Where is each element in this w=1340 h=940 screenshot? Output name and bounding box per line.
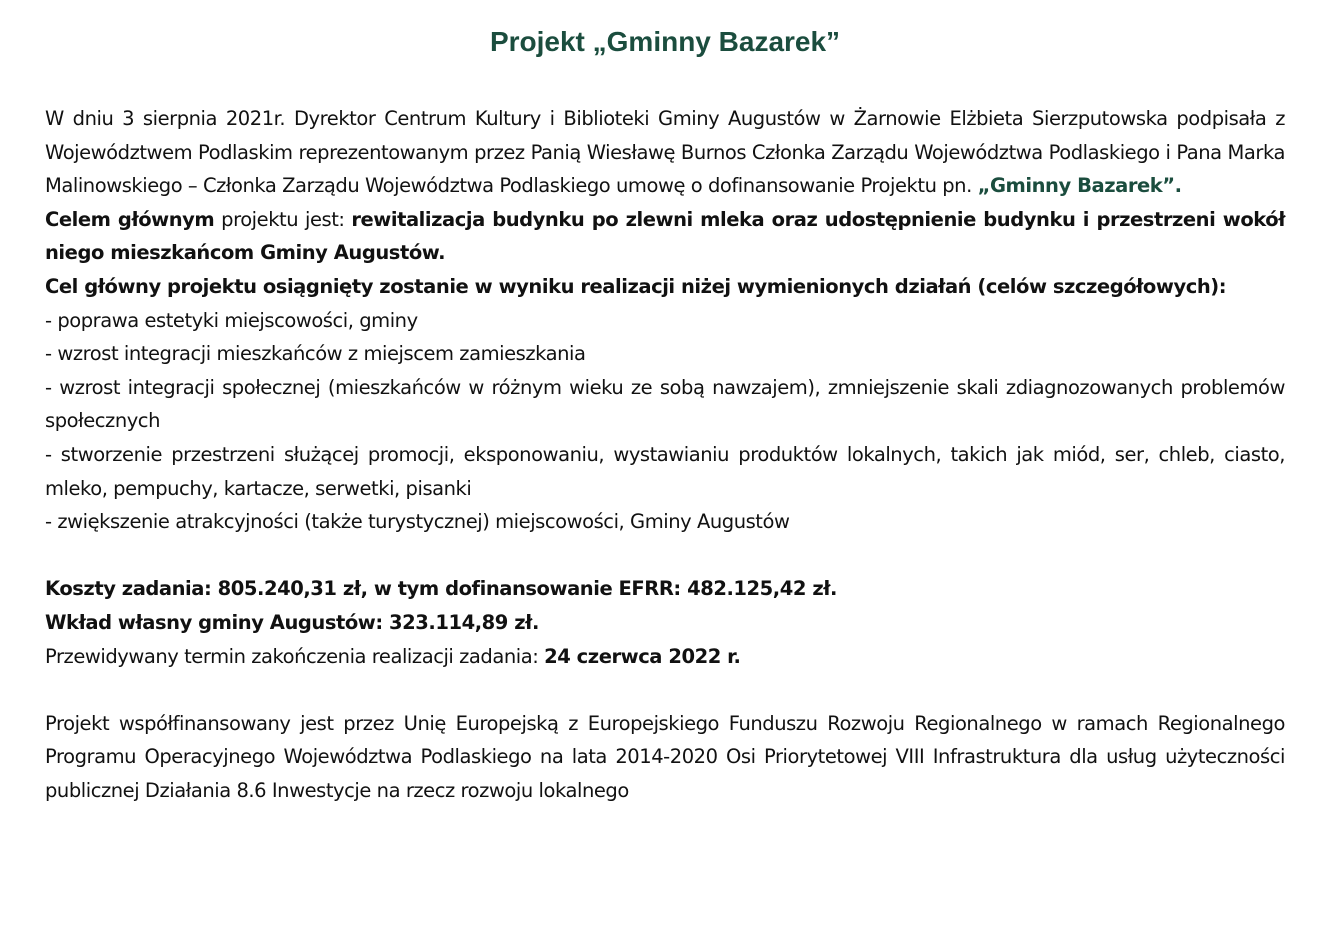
objective-item: - wzrost integracji społecznej (mieszkańców w różnym wieku ze sobą nawzajem), zmniejszenie skali zdiagnozowanych problemów społecznych — [45, 375, 1285, 433]
own-contribution-line: Wkład własny gminy Augustów: 323.114,89 zł. — [45, 610, 539, 634]
funding-note: Projekt współfinansowany jest przez Unię Europejską z Europejskiego Funduszu Rozwoju Regionalnego w ramach Regionalnego Programu Operacyjnego Województwa Podlaskiego na lata 2014-2020 Osi Priorytetowej VIII Infrastruktura dla usług użyteczności publicznej Działania 8.6 Inwestycje na rzecz rozwoju lokalnego — [45, 711, 1285, 802]
objective-item: - poprawa estetyki miejscowości, gminy — [45, 308, 418, 332]
objective-item: - wzrost integracji mieszkańców z miejscem zamieszkania — [45, 342, 586, 366]
goal-intro: Cel główny projektu osiągnięty zostanie w wyniku realizacji niżej wymienionych działań (celów szczegółowych): — [45, 274, 1227, 298]
page-title: Projekt „Gminny Bazarek” — [489, 26, 841, 57]
costs-line: Koszty zadania: 805.240,31 zł, w tym dofinansowanie EFRR: 482.125,42 zł. — [45, 577, 837, 601]
document-body — [45, 102, 1285, 807]
intro-paragraph — [45, 102, 1285, 203]
deadline-label: Przewidywany termin zakończenia realizacji zadania: — [45, 644, 545, 668]
spacer — [45, 673, 1285, 707]
spacer — [45, 539, 1285, 573]
goal-paragraph — [45, 203, 1285, 270]
intro-text: W dniu 3 sierpnia 2021r. Dyrektor Centrum Kultury i Biblioteki Gminy Augustów w Żarnowie Elżbieta Sierzputowska podpisała z Województwem Podlaskim reprezentowanym przez Panią Wiesławę Burnos Członka Zarządu Województwa Podlaskiego i Pana Marka Malinowskiego – Członka Zarządu Województwa Podlaskiego umowę o dofinansowanie Projektu pn. — [45, 107, 1285, 198]
deadline-line — [45, 640, 1285, 674]
goal-text: rewitalizacja budynku po zlewni mleka oraz udostępnienie budynku i przestrzeni wokół niego mieszkańcom Gminy Augustów. — [45, 207, 1286, 265]
deadline-date: 24 czerwca 2022 r. — [544, 644, 741, 668]
goal-label: Celem głównym — [45, 207, 215, 231]
objective-item: - stworzenie przestrzeni służącej promocji, eksponowaniu, wystawianiu produktów lokalnych, takich jak miód, ser, chleb, ciasto, mleko, pempuchy, kartacze, serwetki, pisanki — [45, 442, 1285, 500]
project-name: „Gminny Bazarek”. — [977, 174, 1182, 198]
goal-middle: projektu jest: — [214, 207, 352, 231]
objective-item: - zwiększenie atrakcyjności (także turystycznej) miejscowości, Gminy Augustów — [45, 510, 790, 534]
